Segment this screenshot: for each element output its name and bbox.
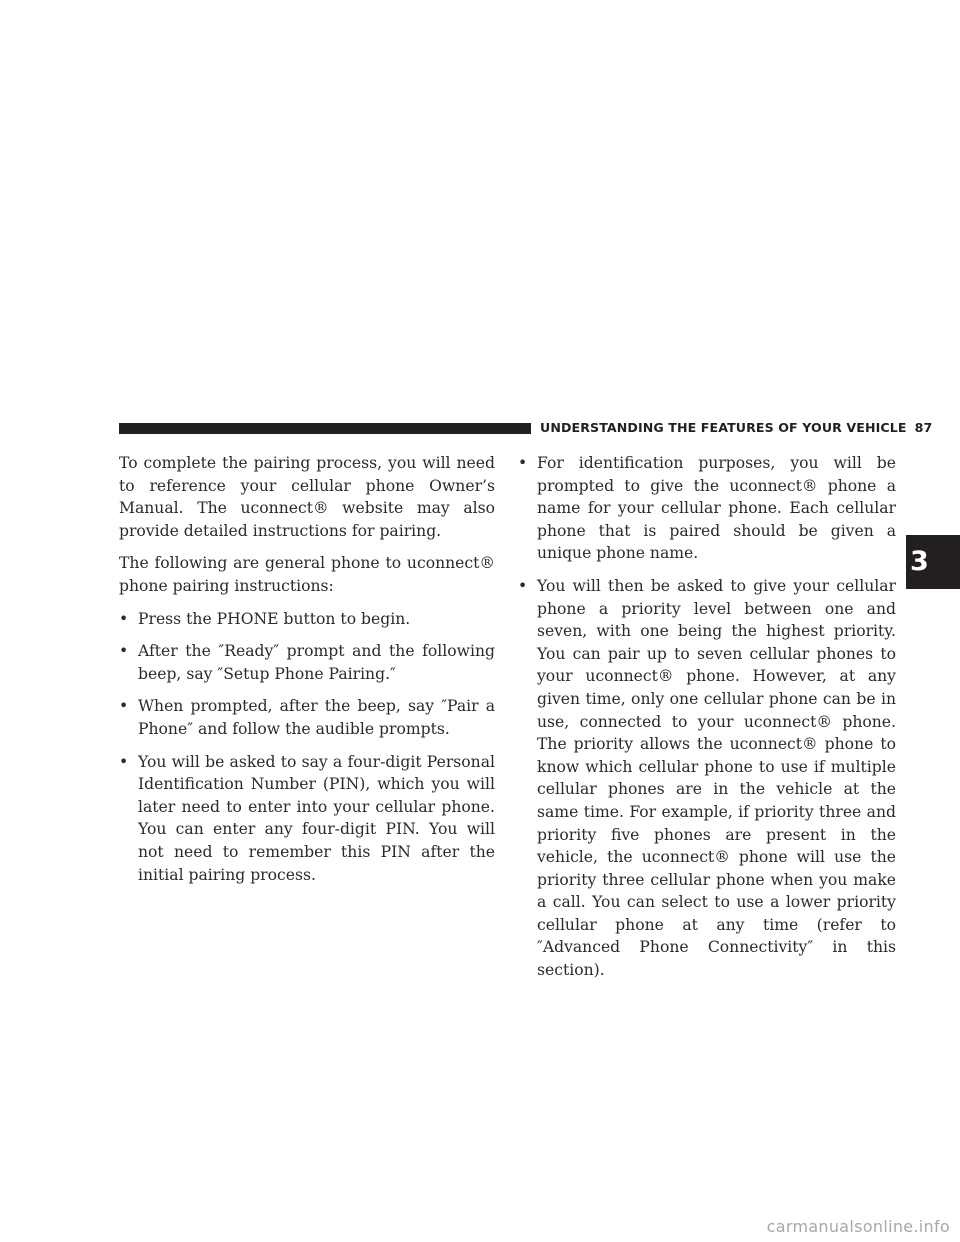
list-item — [518, 452, 896, 565]
bullet-icon: • — [518, 454, 528, 472]
bullet-icon: • — [119, 609, 129, 628]
watermark: carmanualsonline.info — [766, 1217, 950, 1236]
intro-paragraph: To complete the pairing process, you will need to reference your cellular phone Owner’s Manual. The uconnect® website may also provide detailed instructions for pairing. — [119, 454, 495, 540]
instructions-lead: The following are general phone to uconnect® phone pairing instructions: — [119, 554, 495, 595]
list-item — [518, 575, 896, 982]
page-number: 87 — [914, 420, 933, 435]
left-column — [119, 452, 495, 896]
bullet-icon: • — [518, 576, 528, 595]
list-item — [119, 640, 495, 685]
bullet-icon: • — [119, 642, 129, 661]
list-item-text: You will then be asked to give your cellular phone a priority level between one and seven, with one being the highest priority. You can pair up to seven cellular phones to your uconnect® phone. However, at any given time, only one cellular phone can be in use, connected to your uconnect® phone. The priority allows the uconnect® phone to know which cellular phone to use if multiple cellular phones are in the vehicle at the same time. For example, if priority three and priority five phones are present in the vehicle, the uconnect® phone will use the priority three cellular phone when you make a call. You can select to use a lower priority cellular phone at any time (refer to ″Advanced Phone Connectivity″ in this section). — [537, 576, 896, 980]
list-item — [119, 695, 495, 740]
bullet-icon: • — [119, 697, 129, 716]
section-tab: 3 — [906, 535, 960, 589]
list-item-text: You will be asked to say a four-digit Personal Identification Number (PIN), which you will later need to enter into your cellular phone. You can enter any four-digit PIN. You will not need to remember this PIN after the initial pairing process. — [138, 752, 495, 884]
running-header — [540, 419, 933, 437]
bullet-icon: • — [119, 752, 129, 771]
list-item-text: For identification purposes, you will be prompted to give the uconnect® phone a name for your cellular phone. Each cellular phone that is paired should be given a unique phone name. — [537, 454, 896, 563]
list-item-text: Press the PHONE button to begin. — [138, 609, 411, 628]
list-item-text: When prompted, after the beep, say ″Pair a Phone″ and follow the audible prompts. — [138, 697, 495, 738]
list-item-text: After the ″Ready″ prompt and the following beep, say ″Setup Phone Pairing.″ — [138, 642, 495, 683]
header-rule — [119, 423, 531, 434]
list-item — [119, 608, 495, 631]
right-column — [518, 452, 896, 992]
header-title-text: UNDERSTANDING THE FEATURES OF YOUR VEHICLE — [540, 420, 907, 435]
list-item — [119, 751, 495, 887]
